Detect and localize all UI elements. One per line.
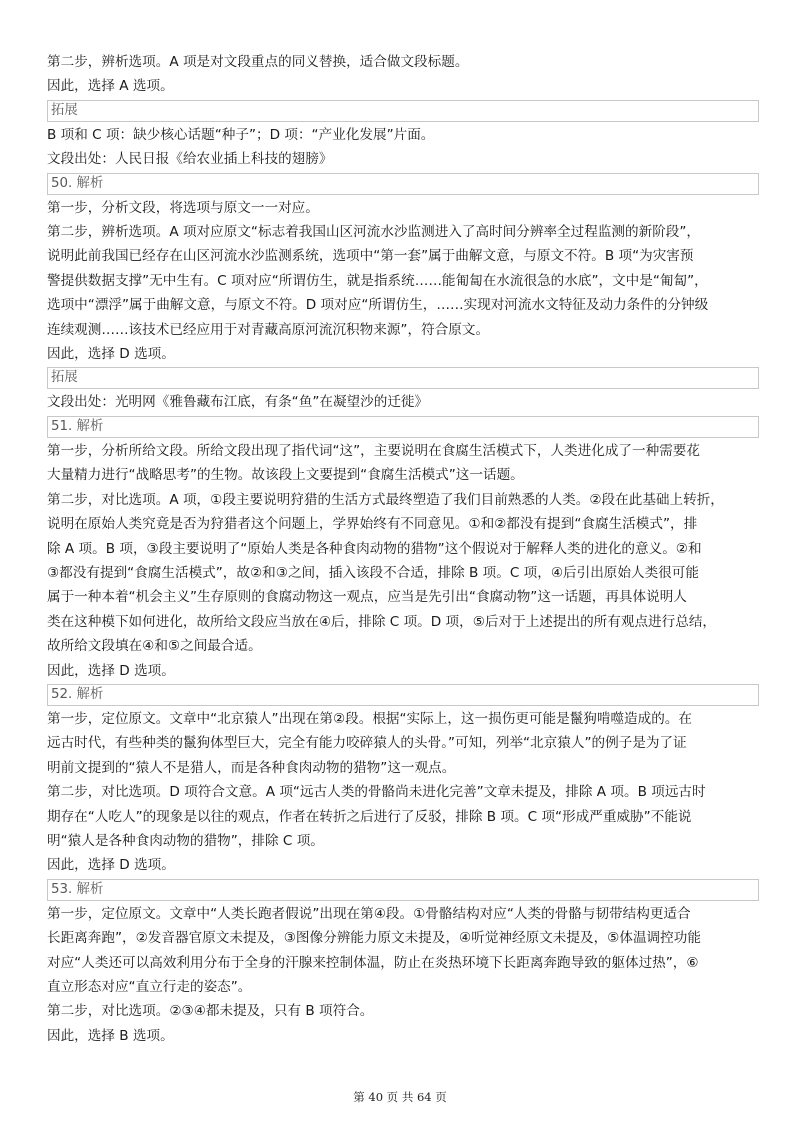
text-line: 第一步，定位原文。文章中“人类长跑者假说”出现在第④段。①骨骼结构对应“人类的骨骼与韧带结构更适合 xyxy=(47,905,691,922)
text-line: 选项中“漂浮”属于曲解文意，与原文不符。D 项对应“所谓仿生，……实现对河流水文特征及动力条件的分钟级 xyxy=(47,297,709,314)
text-line: 明“猿人是各种食肉动物的猎物”，排除 C 项。 xyxy=(47,832,324,849)
text-line: 长距离奔跑”，②发音器官原文未提及，③图像分辨能力原文未提及，④听觉神经原文未提及，⑤体温调控功能 xyxy=(47,930,701,947)
text-line: 期存在“人吃人”的现象是以往的观点，作者在转折之后进行了反驳，排除 B 项。C 项“形成严重威胁”不能说 xyxy=(47,808,692,825)
text-line: 第二步，辨析选项。A 项对应原文“标志着我国山区河流水沙监测进入了高时间分辨率全过程监测的新阶段”， xyxy=(47,224,701,241)
text-line: 因此，选择 D 选项。 xyxy=(47,857,175,874)
section-header: 拓展 xyxy=(47,367,759,389)
text-line: 连续观测……该技术已经应用于对青藏高原河流沉积物来源”，符合原文。 xyxy=(47,321,490,338)
text-line: 文段出处：人民日报《给农业插上科技的翅膀》 xyxy=(47,151,333,168)
text-line: 类在这种模下如何进化，故所给文段应当放在④后，排除 C 项。D 项，⑤后对于上述提出的所有观点进行总结， xyxy=(47,613,717,630)
text-line: 警提供数据支撑”无中生有。C 项对应“所谓仿生，就是指系统……能匍匐在水流很急的水底”，文中是“匍匐”， xyxy=(47,272,708,289)
text-line: 说明此前我国已经存在山区河流水沙监测系统，选项中“第一套”属于曲解文意，与原文不符。B 项“为灾害预 xyxy=(47,248,694,265)
text-line: 除 A 项。B 项，③段主要说明了“原始人类是各种食肉动物的猎物”这个假说对于解释人类的进化的意义。②和 xyxy=(47,540,702,557)
section-header: 50. 解析 xyxy=(47,173,759,195)
text-line: 第二步，对比选项。A 项，①段主要说明狩猎的生活方式最终塑造了我们目前熟悉的人类。②段在此基础上转折， xyxy=(47,491,724,508)
text-line: 第二步，辨析选项。A 项是对文段重点的同义替换，适合做文段标题。 xyxy=(47,54,469,70)
text-line: 文段出处：光明网《雅鲁藏布江底，有条“鱼”在凝望沙的迁徙》 xyxy=(47,394,429,411)
text-line: 因此，选择 D 选项。 xyxy=(47,662,175,679)
section-header: 52. 解析 xyxy=(47,684,759,706)
section-header: 51. 解析 xyxy=(47,416,759,438)
document-body xyxy=(47,50,759,1048)
text-line: 说明在原始人类究竟是否为狩猎者这个问题上，学界始终有不同意见。①和②都没有提到“食腐生活模式”，排 xyxy=(47,516,698,533)
text-line: 直立形态对应“直立行走的姿态”。 xyxy=(47,979,252,995)
text-line: 因此，选择 D 选项。 xyxy=(47,346,175,363)
text-line: ③都没有提到“食腐生活模式”，故②和③之间，插入该段不合适，排除 B 项。C 项，④后引出原始人类很可能 xyxy=(47,564,699,581)
text-line: 大量精力进行“战略思考”的生物。故该段上文要提到“食腐生活模式”这一话题。 xyxy=(47,467,524,484)
text-line: B 项和 C 项：缺少核心话题“种子”；D 项：“产业化发展”片面。 xyxy=(47,126,435,143)
text-line: 远古时代，有些种类的鬣狗体型巨大，完全有能力咬碎猿人的头骨。”可知，列举“北京猿人”的例子是为了证 xyxy=(47,735,687,752)
page-number: 第 40 页 共 64 页 xyxy=(353,1090,447,1104)
text-line: 属于一种本着“机会主义”生存原则的食腐动物这一观点，应当是先引出“食腐动物”这一话题，再具体说明人 xyxy=(47,589,687,606)
text-line: 因此，选择 B 选项。 xyxy=(47,1027,174,1044)
text-line: 因此，选择 A 选项。 xyxy=(47,78,174,95)
section-header: 拓展 xyxy=(47,100,759,122)
text-line: 对应“人类还可以高效利用分布于全身的汗腺来控制体温，防止在炎热环境下长距离奔跑导致的躯体过热”，⑥ xyxy=(47,954,699,971)
section-header: 53. 解析 xyxy=(47,879,759,901)
text-line: 第二步，对比选项。②③④都未提及，只有 B 项符合。 xyxy=(47,1003,374,1020)
text-line: 明前文提到的“猿人不是猎人，而是各种食肉动物的猎物”这一观点。 xyxy=(47,759,456,776)
text-line: 第一步，分析文段，将选项与原文一一对应。 xyxy=(47,199,319,216)
text-line: 第一步，分析所给文段。所给文段出现了指代词“这”，主要说明在食腐生活模式下，人类进化成了一种需要花 xyxy=(47,442,700,459)
text-line: 故所给文段填在④和⑤之间最合适。 xyxy=(47,638,262,655)
text-line: 第一步，定位原文。文章中“北京猿人”出现在第②段。根据“实际上，这一损伤更可能是鬣狗啃噬造成的。在 xyxy=(47,710,693,727)
text-line: 第二步，对比选项。D 项符合文意。A 项“远古人类的骨骼尚未进化完善”文章未提及，排除 A 项。B 项远古时 xyxy=(47,784,706,801)
